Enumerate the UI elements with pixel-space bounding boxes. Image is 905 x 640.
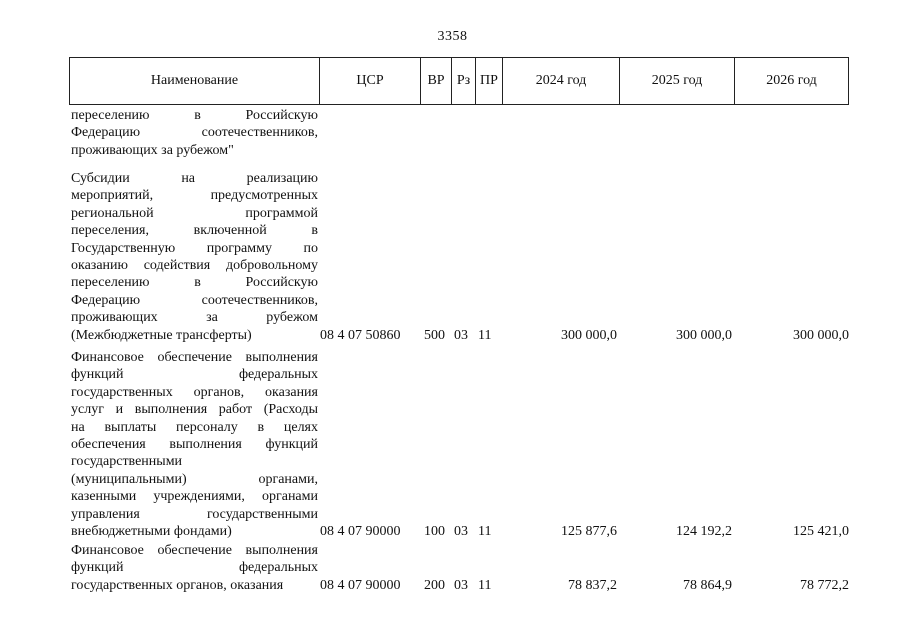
- row-name-line: услуг и выполнения работ (Расходы: [71, 402, 318, 418]
- rz-code: 03: [454, 524, 468, 539]
- pr-code: 11: [478, 577, 492, 593]
- amount-2026: 300 000,0: [793, 327, 849, 343]
- row-name-line: Федерацию соотечественников,: [71, 292, 318, 308]
- row-name-line: Финансовое обеспечение выполнения: [71, 350, 318, 365]
- rz-code: 03: [454, 577, 468, 593]
- amount-2025: 300 000,0: [676, 327, 732, 343]
- amount-2025: 124 192,2: [676, 524, 732, 539]
- header-pr: ПР: [475, 58, 502, 104]
- row-name-line: функций федеральных: [71, 560, 318, 576]
- pr-code: 11: [478, 327, 492, 343]
- row-name-line: (муниципальными) органами,: [71, 471, 318, 487]
- row-name-line: обеспечения выполнения функций: [71, 436, 318, 452]
- row-name-line: переселения, включенной в: [71, 223, 318, 239]
- amount-2026: 125 421,0: [793, 524, 849, 539]
- row-values: [0, 142, 905, 159]
- row-name-line: региональной программой: [71, 205, 318, 221]
- page-number: 3358: [437, 29, 468, 44]
- row-name-line: государственными: [71, 454, 183, 470]
- header-2025: 2025 год: [619, 58, 734, 104]
- row-name-line: внебюджетными фондами): [71, 523, 232, 539]
- row-values: [0, 327, 905, 344]
- amount-2025: 78 864,9: [683, 577, 732, 593]
- header-name: Наименование: [150, 73, 239, 88]
- row-name-line: проживающих за рубежом": [71, 142, 234, 158]
- header-rz: Рз: [451, 58, 475, 104]
- row-name-line: на выплаты персоналу в целях: [71, 419, 318, 435]
- row-name-line: Финансовое обеспечение выполнения: [71, 543, 318, 558]
- row-name-line: мероприятий, предусмотренных: [71, 188, 318, 204]
- amount-2026: 78 772,2: [800, 577, 849, 593]
- header-2026: 2026 год: [734, 58, 848, 104]
- vr-code: 200: [424, 577, 445, 593]
- csr-code: 08 4 07 50860: [320, 327, 401, 343]
- row-values: [0, 523, 905, 540]
- row-name-line: функций федеральных: [71, 367, 318, 383]
- table-header: [69, 57, 849, 105]
- csr-code: 08 4 07 90000: [320, 577, 401, 593]
- row-name-line: Государственную программу по: [71, 240, 318, 256]
- row-name-line: государственных органов, оказания: [71, 577, 284, 593]
- row-name: [71, 349, 318, 540]
- vr-code: 100: [424, 524, 445, 539]
- row-values: [0, 577, 905, 594]
- header-vr: ВР: [420, 58, 451, 104]
- row-name-line: оказанию содействия добровольному: [71, 257, 318, 273]
- amount-2024: 78 837,2: [568, 577, 617, 593]
- amount-2024: 125 877,6: [561, 524, 617, 539]
- csr-code: 08 4 07 90000: [320, 524, 401, 539]
- amount-2024: 300 000,0: [561, 327, 617, 343]
- row-name-line: управления государственными: [71, 506, 318, 522]
- row-name-line: Субсидии на реализацию: [71, 171, 318, 186]
- row-name-line: проживающих за рубежом: [71, 310, 318, 326]
- header-csr: ЦСР: [319, 58, 420, 104]
- vr-code: 500: [424, 327, 445, 343]
- row-name-line: Федерацию соотечественников,: [71, 125, 318, 141]
- row-name: [71, 170, 318, 344]
- row-name-line: переселению в Российскую: [71, 275, 318, 291]
- header-2024: 2024 год: [502, 58, 619, 104]
- row-name-line: переселению в Российскую: [71, 108, 318, 123]
- rz-code: 03: [454, 327, 468, 343]
- row-name-line: казенными учреждениями, органами: [71, 489, 318, 505]
- pr-code: 11: [478, 524, 492, 539]
- row-name-line: (Межбюджетные трансферты): [71, 327, 252, 343]
- row-name-line: государственных органов, оказания: [71, 384, 318, 400]
